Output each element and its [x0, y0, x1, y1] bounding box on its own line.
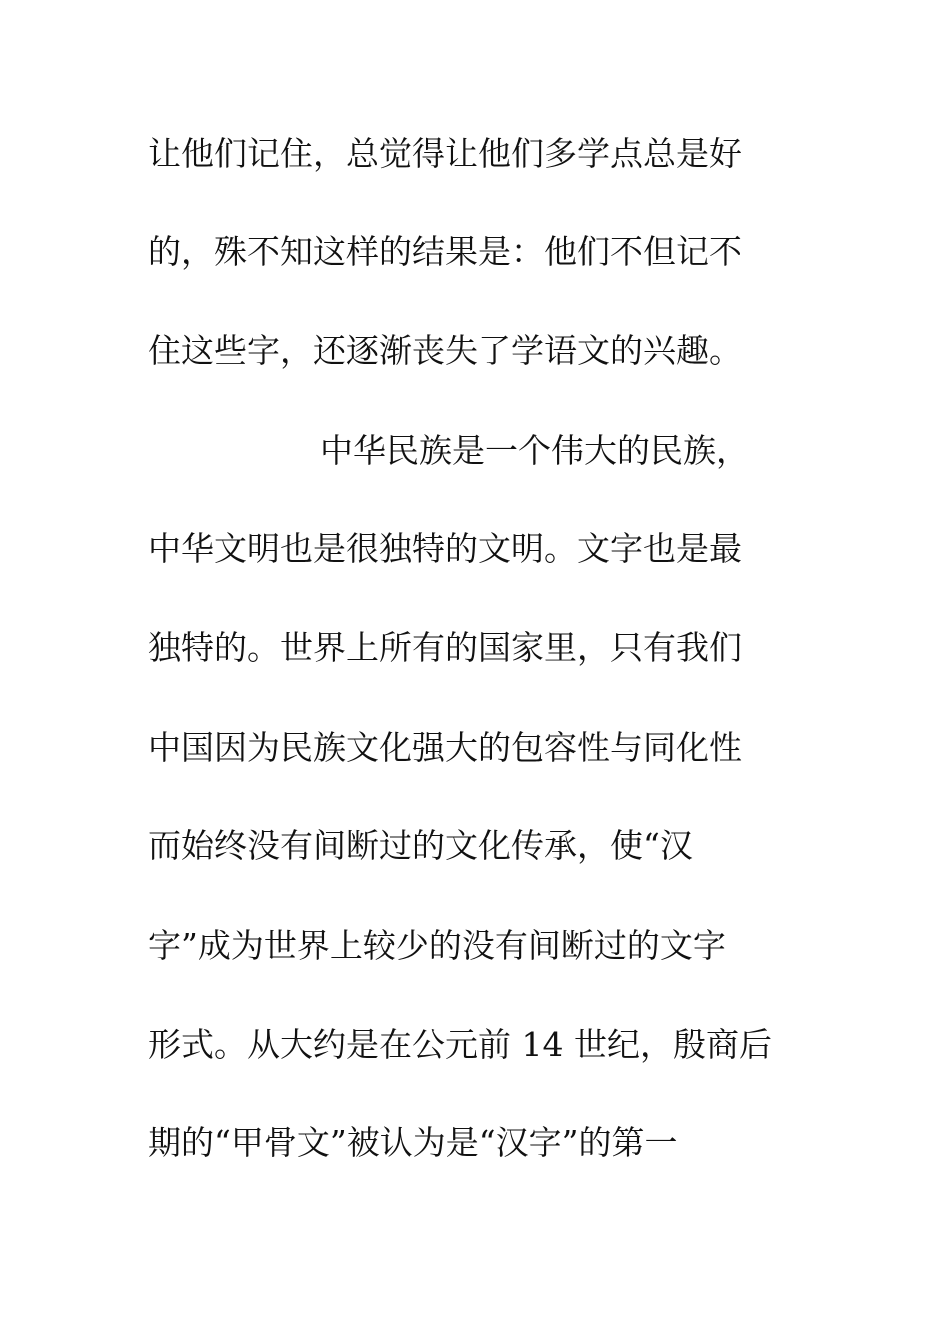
text-line: 字”成为世界上较少的没有间断过的文字	[148, 926, 726, 965]
text-line: 让他们记住，总觉得让他们多学点总是好	[148, 134, 742, 173]
text-line: 住这些字，还逐渐丧失了学语文的兴趣。	[148, 331, 742, 370]
paragraph-first-line: 中华民族是一个伟大的民族，	[320, 431, 749, 470]
text-line: 中华文明也是很独特的文明。文字也是最	[148, 529, 742, 568]
text-line: 独特的。世界上所有的国家里，只有我们	[148, 628, 742, 667]
text-line: 期的“甲骨文”被认为是“汉字”的第一	[148, 1123, 678, 1162]
text-line: 形式。从大约是在公元前 14 世纪，殷商后	[148, 1025, 772, 1064]
text-line: 的，殊不知这样的结果是：他们不但记不	[148, 232, 742, 271]
text-line: 而始终没有间断过的文化传承，使“汉	[148, 826, 693, 865]
text-line: 中国因为民族文化强大的包容性与同化性	[148, 728, 742, 767]
